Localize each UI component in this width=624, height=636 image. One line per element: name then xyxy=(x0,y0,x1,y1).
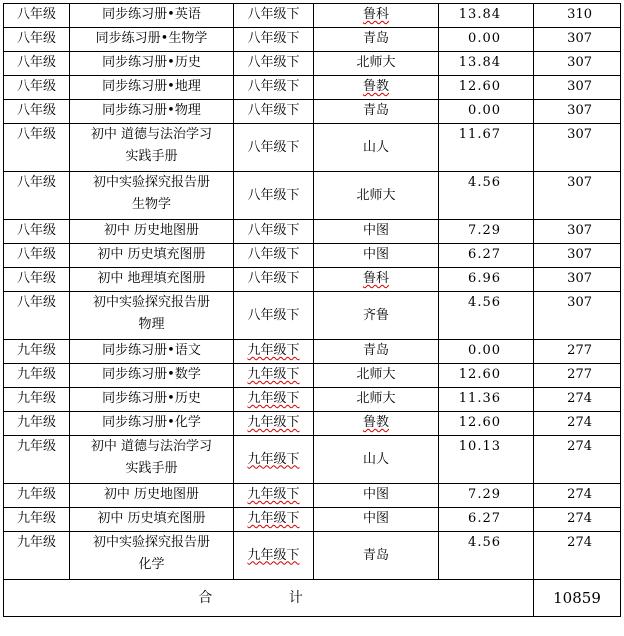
publisher-text: 山人 xyxy=(362,139,389,155)
term-cell xyxy=(234,4,314,28)
table-row xyxy=(4,388,621,412)
table-row xyxy=(4,436,621,484)
publisher-text: 中图 xyxy=(362,247,389,262)
table-row xyxy=(4,532,621,580)
grade-cell: 八年级 xyxy=(4,28,70,52)
term-text: 八年级下 xyxy=(247,223,300,238)
title-cell: 同步练习册•历史 xyxy=(70,388,234,412)
students-cell: 307 xyxy=(534,28,621,52)
grade-cell: 九年级 xyxy=(4,364,70,388)
publisher-cell xyxy=(314,28,439,52)
students-cell: 274 xyxy=(534,508,621,532)
table-row xyxy=(4,172,621,220)
publisher-text: 北师大 xyxy=(356,367,396,382)
term-text: 九年级下 xyxy=(247,511,300,526)
students-cell: 307 xyxy=(534,52,621,76)
grade-cell: 九年级 xyxy=(4,412,70,436)
term-cell xyxy=(234,532,314,580)
title-cell: 同步练习册•数学 xyxy=(70,364,234,388)
price-cell: 6.96 xyxy=(439,268,534,292)
grade-cell: 九年级 xyxy=(4,340,70,364)
publisher-cell xyxy=(314,244,439,268)
grade-cell: 九年级 xyxy=(4,436,70,484)
students-cell: 310 xyxy=(534,4,621,28)
table-row xyxy=(4,100,621,124)
publisher-cell xyxy=(314,292,439,340)
grade-cell: 八年级 xyxy=(4,244,70,268)
title-line: 实践手册 xyxy=(125,149,178,164)
term-text: 八年级下 xyxy=(247,307,300,323)
grade-cell: 八年级 xyxy=(4,292,70,340)
publisher-text: 鲁教 xyxy=(362,415,389,430)
title-cell xyxy=(70,172,234,220)
term-text: 九年级下 xyxy=(247,487,300,502)
title-cell: 初中 历史地图册 xyxy=(70,484,234,508)
students-cell: 307 xyxy=(534,124,621,172)
term-cell xyxy=(234,76,314,100)
publisher-cell xyxy=(314,124,439,172)
term-text: 八年级下 xyxy=(247,55,300,70)
title-cell: 同步练习册•物理 xyxy=(70,100,234,124)
price-cell: 12.60 xyxy=(439,364,534,388)
students-cell: 307 xyxy=(534,220,621,244)
grade-cell: 八年级 xyxy=(4,4,70,28)
table-row xyxy=(4,28,621,52)
price-cell: 12.60 xyxy=(439,412,534,436)
term-cell xyxy=(234,292,314,340)
students-cell: 307 xyxy=(534,268,621,292)
total-value: 10859 xyxy=(534,580,621,617)
term-text: 八年级下 xyxy=(247,79,300,94)
price-cell: 4.56 xyxy=(439,292,534,340)
table-row xyxy=(4,268,621,292)
term-cell xyxy=(234,268,314,292)
publisher-cell xyxy=(314,508,439,532)
price-cell: 11.67 xyxy=(439,124,534,172)
publisher-text: 北师大 xyxy=(356,55,396,70)
table-row xyxy=(4,508,621,532)
title-cell: 初中 历史地图册 xyxy=(70,220,234,244)
students-cell: 307 xyxy=(534,100,621,124)
title-cell: 同步练习册•生物学 xyxy=(70,28,234,52)
term-text: 八年级下 xyxy=(247,271,300,286)
publisher-cell xyxy=(314,220,439,244)
title-line: 初中实验探究报告册 xyxy=(92,295,210,310)
publisher-cell xyxy=(314,172,439,220)
table-row xyxy=(4,484,621,508)
term-cell xyxy=(234,508,314,532)
term-text: 八年级下 xyxy=(247,247,300,262)
table-row xyxy=(4,292,621,340)
table-row xyxy=(4,364,621,388)
grade-cell: 八年级 xyxy=(4,124,70,172)
title-line: 初中 道德与法治学习 xyxy=(90,127,213,142)
publisher-text: 中图 xyxy=(362,511,389,526)
grade-cell: 八年级 xyxy=(4,52,70,76)
term-cell xyxy=(234,412,314,436)
publisher-text: 北师大 xyxy=(356,187,396,203)
price-cell: 0.00 xyxy=(439,28,534,52)
publisher-cell xyxy=(314,4,439,28)
publisher-text: 鲁教 xyxy=(362,79,389,94)
title-line: 生物学 xyxy=(131,197,171,212)
term-cell xyxy=(234,388,314,412)
term-cell xyxy=(234,100,314,124)
term-cell xyxy=(234,340,314,364)
table-row xyxy=(4,412,621,436)
publisher-text: 青岛 xyxy=(362,547,389,563)
term-text: 九年级下 xyxy=(247,391,300,406)
publisher-text: 山人 xyxy=(362,451,389,467)
title-cell: 同步练习册•英语 xyxy=(70,4,234,28)
publisher-text: 中图 xyxy=(362,487,389,502)
publisher-cell xyxy=(314,412,439,436)
total-label-cell xyxy=(4,580,534,617)
table-row xyxy=(4,76,621,100)
term-cell xyxy=(234,52,314,76)
table-row xyxy=(4,340,621,364)
price-cell: 0.00 xyxy=(439,340,534,364)
grade-cell: 九年级 xyxy=(4,532,70,580)
title-line: 初中实验探究报告册 xyxy=(92,175,210,190)
publisher-cell xyxy=(314,52,439,76)
price-cell: 4.56 xyxy=(439,532,534,580)
term-cell xyxy=(234,244,314,268)
publisher-text: 青岛 xyxy=(362,103,389,118)
publisher-cell xyxy=(314,388,439,412)
title-cell: 初中 历史填充图册 xyxy=(70,244,234,268)
table-row xyxy=(4,52,621,76)
price-cell: 6.27 xyxy=(439,508,534,532)
term-text: 九年级下 xyxy=(247,547,300,563)
students-cell: 277 xyxy=(534,340,621,364)
price-cell: 4.56 xyxy=(439,172,534,220)
grade-cell: 八年级 xyxy=(4,220,70,244)
title-cell: 初中 地理填充图册 xyxy=(70,268,234,292)
title-cell: 同步练习册•化学 xyxy=(70,412,234,436)
term-cell xyxy=(234,484,314,508)
grade-cell: 八年级 xyxy=(4,172,70,220)
students-cell: 307 xyxy=(534,76,621,100)
title-cell xyxy=(70,124,234,172)
publisher-cell xyxy=(314,268,439,292)
price-cell: 12.60 xyxy=(439,76,534,100)
publisher-text: 青岛 xyxy=(362,343,389,358)
publisher-cell xyxy=(314,532,439,580)
price-cell: 13.84 xyxy=(439,4,534,28)
title-cell xyxy=(70,532,234,580)
table-body xyxy=(4,4,621,580)
term-text: 八年级下 xyxy=(247,31,300,46)
term-text: 九年级下 xyxy=(247,415,300,430)
title-line: 初中 道德与法治学习 xyxy=(90,439,213,454)
grade-cell: 八年级 xyxy=(4,76,70,100)
publisher-text: 中图 xyxy=(362,223,389,238)
publisher-cell xyxy=(314,436,439,484)
title-cell xyxy=(70,436,234,484)
price-cell: 11.36 xyxy=(439,388,534,412)
table-row xyxy=(4,4,621,28)
grade-cell: 九年级 xyxy=(4,484,70,508)
title-line: 化学 xyxy=(138,557,165,572)
grade-cell: 九年级 xyxy=(4,508,70,532)
students-cell: 274 xyxy=(534,412,621,436)
students-cell: 307 xyxy=(534,244,621,268)
students-cell: 307 xyxy=(534,292,621,340)
total-label: 合 计 xyxy=(198,589,339,606)
price-cell: 7.29 xyxy=(439,220,534,244)
term-cell xyxy=(234,436,314,484)
term-text: 九年级下 xyxy=(247,343,300,358)
term-cell xyxy=(234,124,314,172)
publisher-cell xyxy=(314,76,439,100)
term-cell xyxy=(234,28,314,52)
term-cell xyxy=(234,364,314,388)
table-row xyxy=(4,124,621,172)
publisher-cell xyxy=(314,364,439,388)
publisher-text: 齐鲁 xyxy=(362,307,389,323)
textbook-order-table xyxy=(3,3,621,617)
title-line: 物理 xyxy=(138,317,165,332)
term-cell xyxy=(234,220,314,244)
term-text: 八年级下 xyxy=(247,103,300,118)
students-cell: 307 xyxy=(534,172,621,220)
title-line: 初中实验探究报告册 xyxy=(92,535,210,550)
students-cell: 274 xyxy=(534,532,621,580)
students-cell: 274 xyxy=(534,436,621,484)
title-cell xyxy=(70,292,234,340)
term-text: 九年级下 xyxy=(247,451,300,467)
term-cell xyxy=(234,172,314,220)
publisher-text: 青岛 xyxy=(362,31,389,46)
price-cell: 6.27 xyxy=(439,244,534,268)
price-cell: 13.84 xyxy=(439,52,534,76)
term-text: 八年级下 xyxy=(247,187,300,203)
grade-cell: 九年级 xyxy=(4,388,70,412)
term-text: 八年级下 xyxy=(247,139,300,155)
publisher-text: 鲁科 xyxy=(362,7,389,22)
title-cell: 同步练习册•历史 xyxy=(70,52,234,76)
price-cell: 0.00 xyxy=(439,100,534,124)
total-row xyxy=(4,580,621,617)
price-cell: 7.29 xyxy=(439,484,534,508)
publisher-text: 鲁科 xyxy=(362,271,389,286)
grade-cell: 八年级 xyxy=(4,268,70,292)
price-cell: 10.13 xyxy=(439,436,534,484)
publisher-cell xyxy=(314,340,439,364)
table-row xyxy=(4,244,621,268)
publisher-cell xyxy=(314,484,439,508)
title-cell: 初中 历史填充图册 xyxy=(70,508,234,532)
title-line: 实践手册 xyxy=(125,461,178,476)
title-cell: 同步练习册•地理 xyxy=(70,76,234,100)
title-cell: 同步练习册•语文 xyxy=(70,340,234,364)
students-cell: 274 xyxy=(534,388,621,412)
publisher-text: 北师大 xyxy=(356,391,396,406)
grade-cell: 八年级 xyxy=(4,100,70,124)
term-text: 八年级下 xyxy=(247,7,300,22)
table-row xyxy=(4,220,621,244)
term-text: 九年级下 xyxy=(247,367,300,382)
students-cell: 277 xyxy=(534,364,621,388)
students-cell: 274 xyxy=(534,484,621,508)
publisher-cell xyxy=(314,100,439,124)
